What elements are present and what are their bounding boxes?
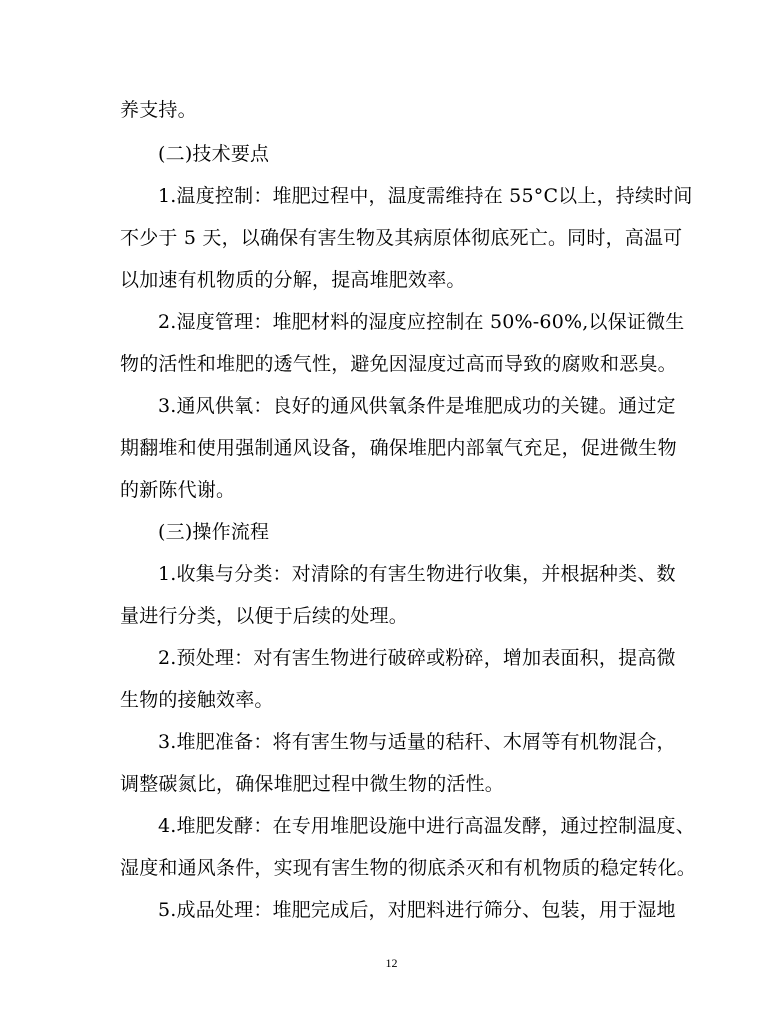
text-line: 2.湿度管理：堆肥材料的湿度应控制在 50%-60%,以保证微生 (158, 311, 685, 333)
text-line: 不少于 5 天，以确保有害生物及其病原体彻底死亡。同时，高温可 (120, 227, 683, 249)
text-line: 生物的接触效率。 (120, 689, 274, 711)
text-line: 的新陈代谢。 (120, 479, 236, 501)
text-line: 养支持。 (120, 99, 197, 121)
section-heading: (三)操作流程 (158, 521, 270, 543)
text-line: 量进行分类，以便于后续的处理。 (120, 605, 409, 627)
text-line: 3.堆肥准备：将有害生物与适量的秸秆、木屑等有机物混合， (158, 731, 676, 753)
text-line: 1.收集与分类：对清除的有害生物进行收集，并根据种类、数 (158, 563, 676, 585)
text-line: 3.通风供氧：良好的通风供氧条件是堆肥成功的关键。通过定 (158, 395, 676, 417)
text-line: 5.成品处理：堆肥完成后，对肥料进行筛分、包装，用于湿地 (158, 899, 676, 921)
text-line: 1.温度控制：堆肥过程中，温度需维持在 55°C以上，持续时间 (158, 185, 693, 207)
text-line: 4.堆肥发酵：在专用堆肥设施中进行高温发酵，通过控制温度、 (158, 815, 695, 837)
page-number: 12 (385, 956, 398, 970)
text-line: 物的活性和堆肥的透气性，避免因湿度过高而导致的腐败和恶臭。 (120, 353, 677, 375)
text-line: 以加速有机物质的分解，提高堆肥效率。 (120, 269, 466, 291)
text-line: 湿度和通风条件，实现有害生物的彻底杀灭和有机物质的稳定转化。 (120, 857, 697, 879)
text-line: 期翻堆和使用强制通风设备，确保堆肥内部氧气充足，促进微生物 (120, 437, 677, 459)
text-line: 2.预处理：对有害生物进行破碎或粉碎，增加表面积，提高微 (158, 647, 676, 669)
text-line: 调整碳氮比，确保堆肥过程中微生物的活性。 (120, 773, 505, 795)
section-heading: (二)技术要点 (158, 143, 270, 165)
